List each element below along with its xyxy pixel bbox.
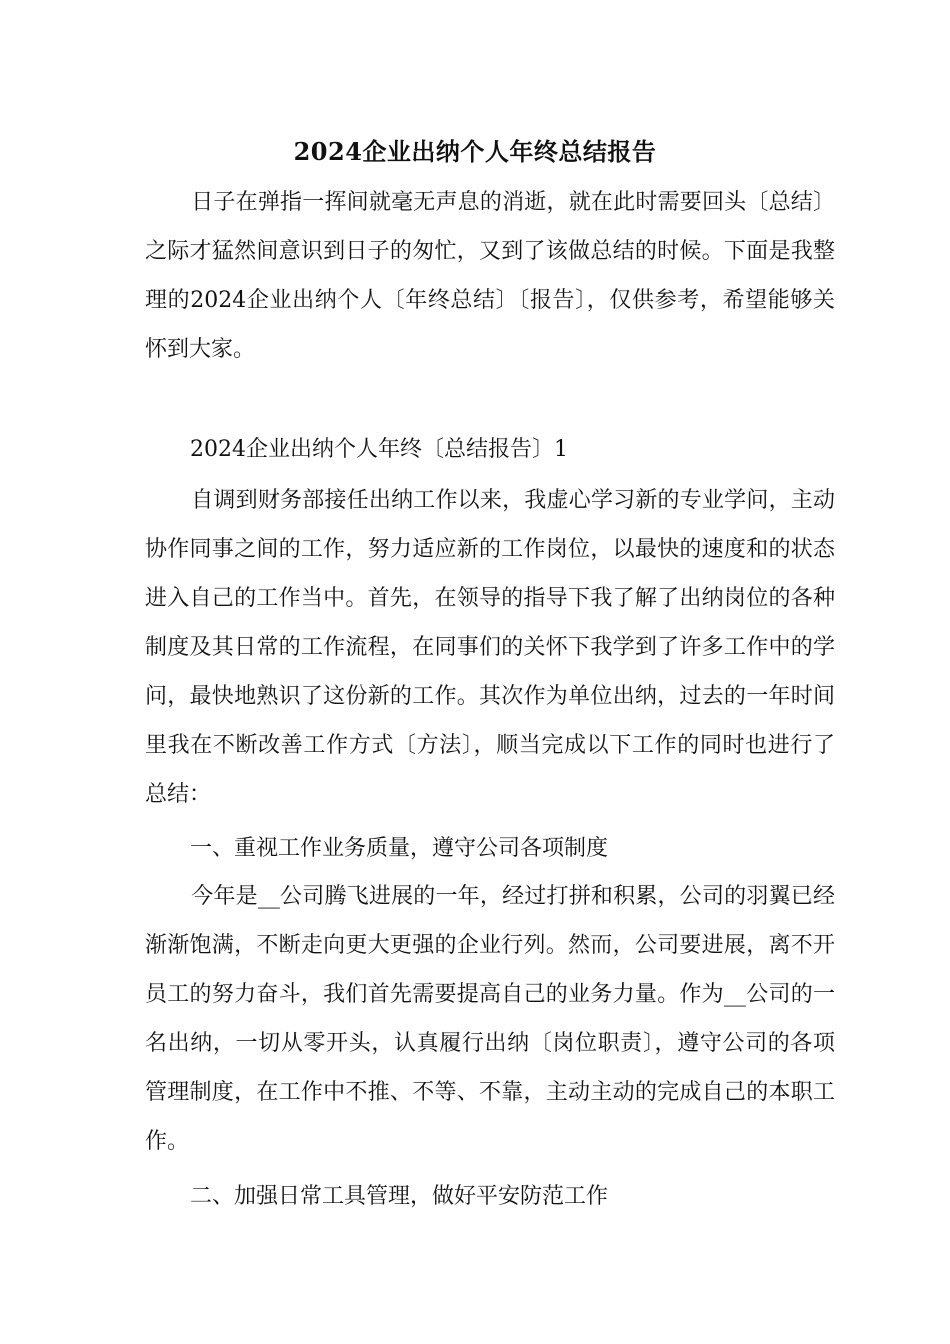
body-paragraph-1 [145, 476, 835, 819]
subheading-2: 二、加强日常工具管理，做好平安防范工作 [190, 1184, 609, 1209]
document-title: 2024企业出纳个人年终总结报告 [293, 137, 657, 166]
section-heading: 2024企业出纳个人年终〔总结报告〕1 [190, 437, 568, 462]
body-paragraph-2 [145, 872, 835, 1166]
paragraph-1-text: 自调到财务部接任出纳工作以来，我虚心学习新的专业学问，主动协作同事之间的工作，努力适应新的工作岗位，以最快的速度和的状态进入自己的工作当中。首先，在领导的指导下我了解了出纳岗位的各种制度及其日常的工作流程，在同事们的关怀下我学到了许多工作中的学问，最快地熟识了这份新的工作。其次作为单位出纳，过去的一年时间里我在不断改善工作方式〔方法〕，顺当完成以下工作的同时也进行了总结： [145, 488, 835, 807]
intro-text: 日子在弹指一挥间就毫无声息的消逝，就在此时需要回头〔总结〕之际才猛然间意识到日子的匆忙，又到了该做总结的时候。下面是我整理的2024企业出纳个人〔年终总结〕〔报告〕，仅供参考，希望能够关怀到大家。 [145, 190, 835, 362]
paragraph-2-text: 今年是__公司腾飞进展的一年，经过打拼和积累，公司的羽翼已经渐渐饱满，不断走向更大更强的企业行列。然而，公司要进展，离不开员工的努力奋斗，我们首先需要提高自己的业务力量。作为__公司的一名出纳，一切从零开头，认真履行出纳〔岗位职责〕，遵守公司的各项管理制度，在工作中不推、不等、不靠，主动主动的完成自己的本职工作。 [145, 884, 835, 1154]
intro-paragraph [145, 178, 835, 374]
subheading-1: 一、重视工作业务质量，遵守公司各项制度 [190, 836, 609, 861]
